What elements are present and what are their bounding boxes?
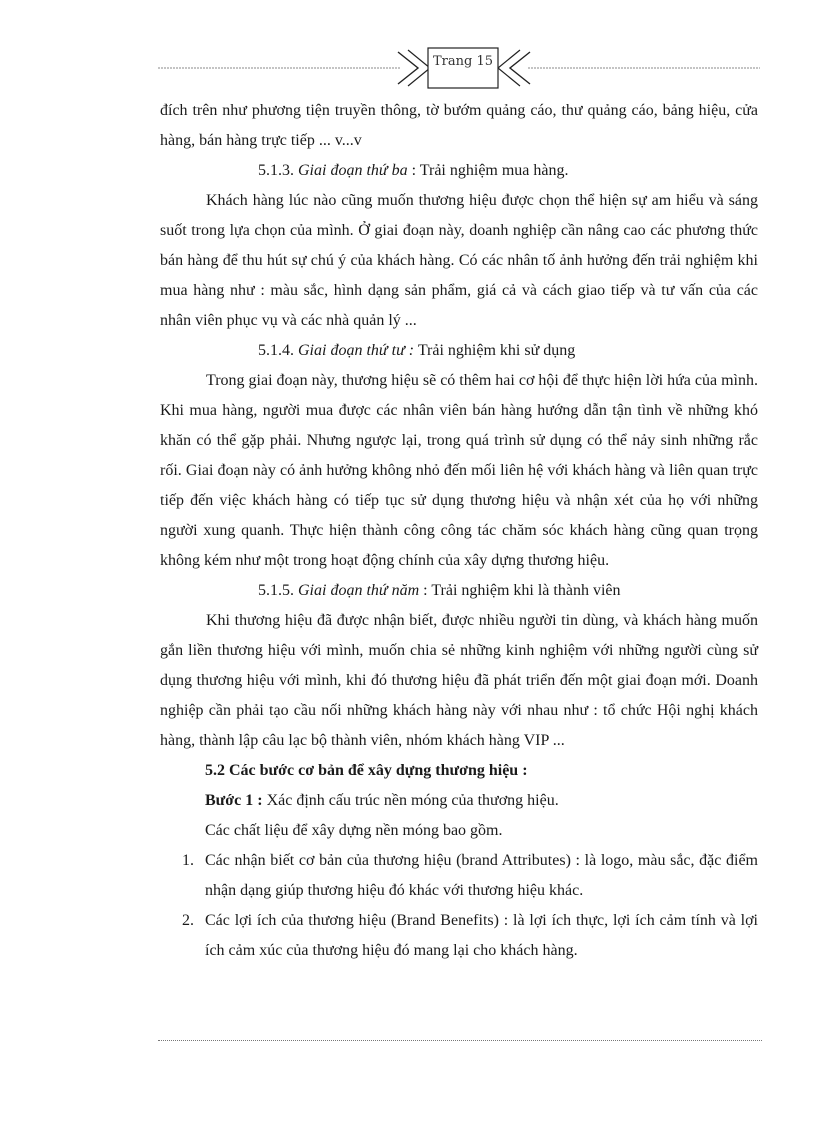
heading-italic: Giai đoạn thứ ba [298, 162, 408, 179]
list-text: Các nhận biết cơ bản của thương hiệu (brand Attributes) : là logo, màu sắc, đặc điểm nhận dạng giúp thương hiệu đó khác với thương hiệu khác. [205, 852, 758, 899]
heading-number: 5.1.3. [258, 162, 294, 179]
heading-text: Trải nghiệm khi sử dụng [414, 342, 576, 359]
heading-number: 5.1.5. [258, 582, 294, 599]
list-number: 2. [182, 912, 194, 929]
footer-rule [158, 1040, 762, 1041]
document-body [160, 96, 758, 966]
page-header [0, 40, 816, 96]
heading-text: : Trải nghiệm khi là thành viên [419, 582, 621, 599]
heading-5-1-4 [160, 336, 758, 366]
heading-text: : Trải nghiệm mua hàng. [407, 162, 569, 179]
step-1 [160, 786, 758, 816]
header-ornament [0, 40, 816, 96]
paragraph-stage-3: Khách hàng lúc nào cũng muốn thương hiệu được chọn thể hiện sự am hiểu và sáng suốt trong lựa chọn của mình. Ở giai đoạn này, doanh nghiệp cần nâng cao các phương thức bán hàng để thu hút sự chú ý của khách hàng. Có các nhân tố ảnh hưởng đến trải nghiệm khi mua hàng như : màu sắc, hình dạng sản phẩm, giá cả và cách giao tiếp và tư vấn của các nhân viên phục vụ và các nhà quản lý ... [160, 192, 758, 329]
heading-5-1-3 [160, 156, 758, 186]
paragraph-stage-4: Trong giai đoạn này, thương hiệu sẽ có thêm hai cơ hội để thực hiện lời hứa của mình. Khi mua hàng, người mua được các nhân viên bán hàng hướng dẫn tận tình về những khó khăn có thể gặp phải. Nhưng ngược lại, trong quá trình sử dụng có thể nảy sinh những rắc rối. Giai đoạn này có ảnh hưởng không nhỏ đến mối liên hệ với khách hàng và liên quan trực tiếp đến việc khách hàng có tiếp tục sử dụng thương hiệu và nhận xét của họ với những người xung quanh. Thực hiện thành công công tác chăm sóc khách hàng cũng quan trọng không kém như một trong hoạt động chính của xây dựng thương hiệu. [160, 372, 758, 569]
heading-italic: Giai đoạn thứ tư : [298, 342, 415, 359]
paragraph-continuation: đích trên như phương tiện truyền thông, tờ bướm quảng cáo, thư quảng cáo, bảng hiệu, cửa hàng, bán hàng trực tiếp ... v...v [160, 102, 758, 149]
heading-number: 5.1.4. [258, 342, 294, 359]
heading-italic: Giai đoạn thứ năm [298, 582, 420, 599]
heading-5-1-5 [160, 576, 758, 606]
section-heading-5-2: 5.2 Các bước cơ bản để xây dựng thương hiệu : [205, 762, 528, 779]
step-text: Xác định cấu trúc nền móng của thương hiệu. [262, 792, 559, 809]
step-label: Bước 1 : [205, 792, 263, 809]
materials-intro: Các chất liệu để xây dựng nền móng bao gồm. [205, 822, 503, 839]
list-item [160, 846, 758, 906]
page-number: Trang 15 [432, 54, 493, 69]
materials-list [160, 846, 758, 966]
list-text: Các lợi ích của thương hiệu (Brand Benefits) : là lợi ích thực, lợi ích cảm tính và lợi ích cảm xúc của thương hiệu đó mang lại cho khách hàng. [205, 912, 758, 959]
list-number: 1. [182, 852, 194, 869]
paragraph-stage-5: Khi thương hiệu đã được nhận biết, được nhiều người tin dùng, và khách hàng muốn gắn liền thương hiệu với mình, muốn chia sẻ những kinh nghiệm với những người cùng sử dụng thương hiệu với mình, khi đó thương hiệu đã phát triển đến một giai đoạn mới. Doanh nghiệp cần phải tạo cầu nối những khách hàng này với nhau như : tổ chức Hội nghị khách hàng, thành lập câu lạc bộ thành viên, nhóm khách hàng VIP ... [160, 612, 758, 749]
list-item [160, 906, 758, 966]
